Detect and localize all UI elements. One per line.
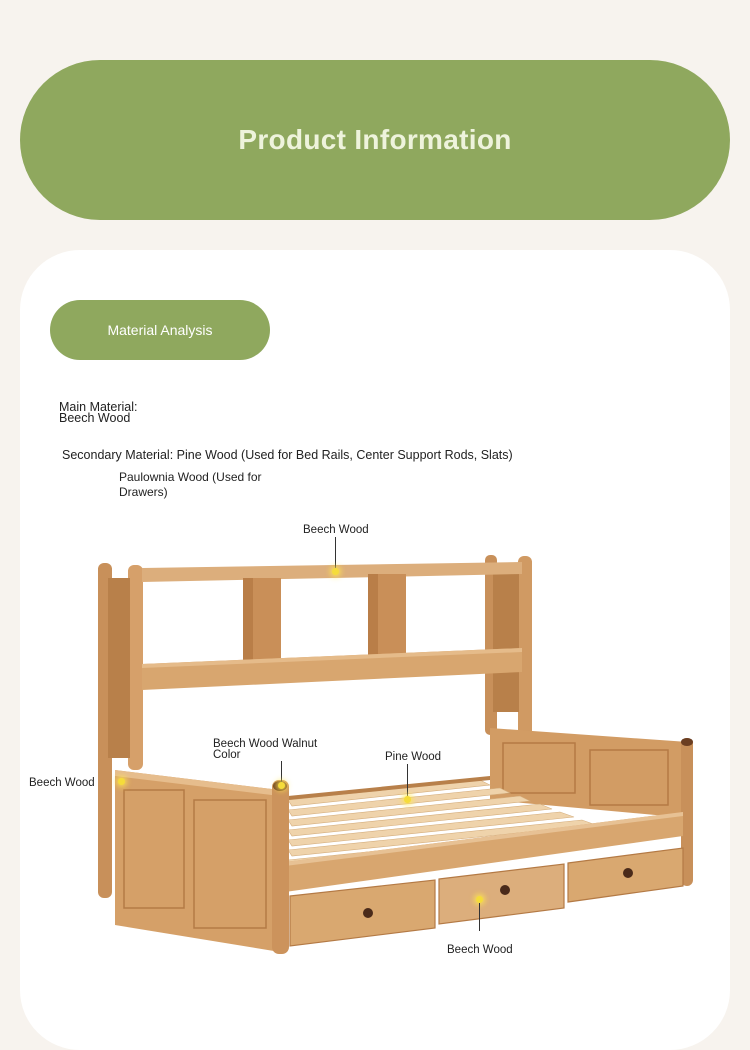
dot-slats (404, 796, 411, 803)
main-material-label: Main Material: (59, 400, 138, 414)
label-slats: Pine Wood (385, 751, 442, 763)
leader-top-shelf (335, 537, 336, 570)
section-pill (50, 300, 270, 360)
label-walnut-line-1: Beech Wood Walnut (213, 738, 318, 750)
dot-drawer (476, 896, 483, 903)
page-title: Product Information (238, 124, 512, 155)
section-pill-label: Material Analysis (107, 322, 213, 338)
drawer-left-knob (363, 908, 373, 918)
paulownia-line-1: Paulownia Wood (Used for (119, 470, 262, 484)
left-side-panel (115, 770, 280, 952)
dot-walnut (278, 782, 285, 789)
leader-walnut (281, 761, 282, 783)
secondary-material-text: Secondary Material: Pine Wood (Used for Bed Rails, Center Support Rods, Slats) (62, 448, 513, 462)
daybed-illustration (0, 500, 750, 970)
drawer-middle (439, 864, 564, 924)
drawer-right-knob (623, 868, 633, 878)
dot-left-post (118, 778, 125, 785)
paulownia-line-2: Drawers) (119, 485, 168, 499)
label-drawers: Beech Wood (447, 944, 513, 956)
header-banner (20, 60, 730, 220)
left-shelf-post (128, 565, 143, 770)
drawer-left (290, 880, 435, 946)
label-top-shelf: Beech Wood (303, 524, 369, 536)
left-front-post (272, 780, 289, 954)
drawer-middle-knob (500, 885, 510, 895)
left-panel-back (108, 578, 130, 758)
label-walnut-line-2: Color (213, 749, 241, 761)
right-panel-back (493, 572, 519, 712)
leader-drawer (479, 903, 480, 931)
main-material-value: Beech Wood (59, 411, 131, 425)
dot-top-shelf (332, 568, 339, 575)
label-left-post: Beech Wood (29, 777, 95, 789)
leader-slats (407, 764, 408, 797)
